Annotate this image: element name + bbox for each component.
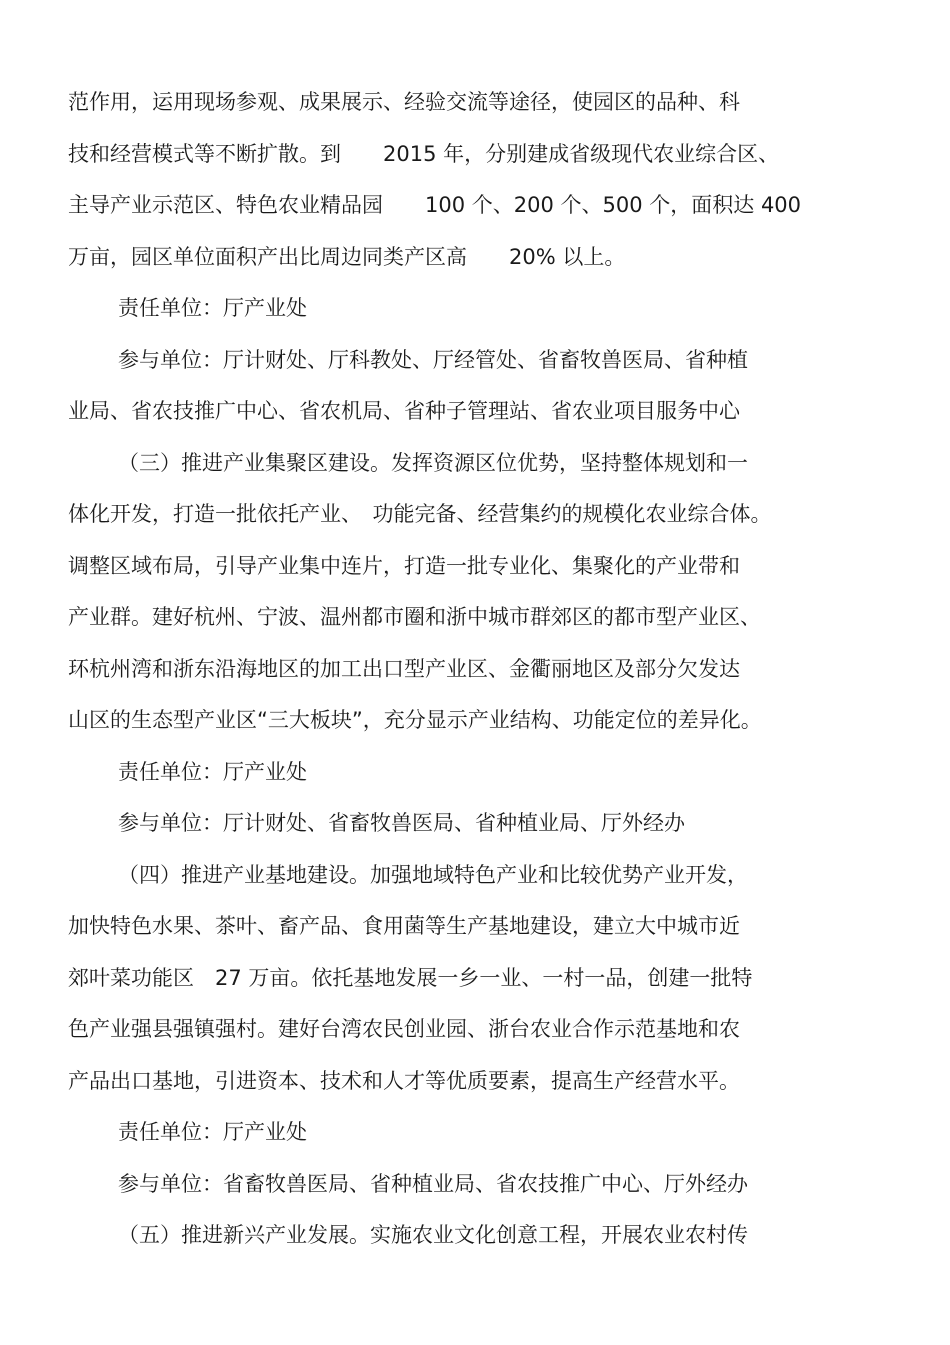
body-text-line: 产品出口基地，引进资本、技术和人才等优质要素，提高生产经营水平。 bbox=[68, 1069, 740, 1093]
responsible-unit-line: 责任单位：厅产业处 bbox=[118, 760, 307, 784]
participating-unit-line: 参与单位：省畜牧兽医局、省种植业局、省农技推广中心、厅外经办 bbox=[118, 1172, 748, 1196]
body-text-line: 体化开发，打造一批依托产业、 功能完备、经营集约的规模化农业综合体。 bbox=[68, 502, 772, 526]
body-text-line: 郊叶菜功能区 27 万亩。依托基地发展一乡一业、一村一品，创建一批特 bbox=[68, 966, 753, 990]
body-text-line: 加快特色水果、茶叶、畜产品、食用菌等生产基地建设，建立大中城市近 bbox=[68, 914, 740, 938]
body-text-line: 业局、省农技推广中心、省农机局、省种子管理站、省农业项目服务中心 bbox=[68, 399, 740, 423]
participating-unit-line: 参与单位：厅计财处、省畜牧兽医局、省种植业局、厅外经办 bbox=[118, 811, 685, 835]
body-text-line: 范作用，运用现场参观、成果展示、经验交流等途径，使园区的品种、科 bbox=[68, 90, 740, 114]
body-text-line: 主导产业示范区、特色农业精品园 100 个、200 个、500 个，面积达 400 bbox=[68, 193, 802, 217]
body-text-line: 山区的生态型产业区“三大板块”，充分显示产业结构、功能定位的差异化。 bbox=[68, 708, 762, 732]
body-text-line: 万亩，园区单位面积产出比周边同类产区高 20% 以上。 bbox=[68, 245, 626, 269]
section-heading-line: （四）推进产业基地建设。加强地域特色产业和比较优势产业开发， bbox=[118, 863, 748, 887]
body-text-line: 调整区域布局，引导产业集中连片，打造一批专业化、集聚化的产业带和 bbox=[68, 554, 740, 578]
responsible-unit-line: 责任单位：厅产业处 bbox=[118, 296, 307, 320]
body-text-line: 环杭州湾和浙东沿海地区的加工出口型产业区、金衢丽地区及部分欠发达 bbox=[68, 657, 740, 681]
body-text-line: 色产业强县强镇强村。建好台湾农民创业园、浙台农业合作示范基地和农 bbox=[68, 1017, 740, 1041]
body-text-line: 技和经营模式等不断扩散。到 2015 年，分别建成省级现代农业综合区、 bbox=[68, 142, 780, 166]
responsible-unit-line: 责任单位：厅产业处 bbox=[118, 1120, 307, 1144]
body-text-line: 产业群。建好杭州、宁波、温州都市圈和浙中城市群郊区的都市型产业区、 bbox=[68, 605, 761, 629]
section-heading-line: （三）推进产业集聚区建设。发挥资源区位优势，坚持整体规划和一 bbox=[118, 451, 748, 475]
participating-unit-line: 参与单位：厅计财处、厅科教处、厅经管处、省畜牧兽医局、省种植 bbox=[118, 348, 748, 372]
section-heading-line: （五）推进新兴产业发展。实施农业文化创意工程，开展农业农村传 bbox=[118, 1223, 748, 1247]
